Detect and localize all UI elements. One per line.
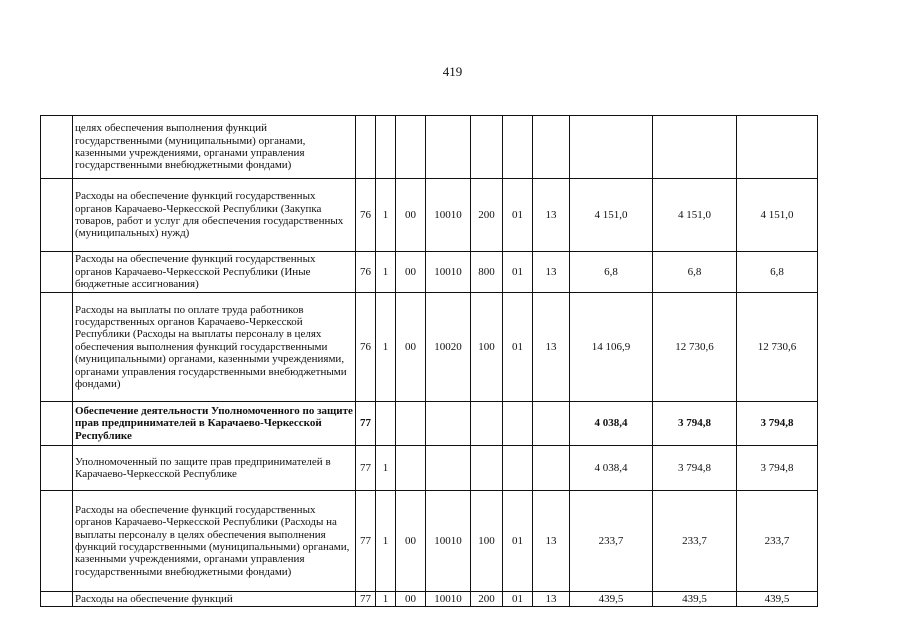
code-expense-type: [471, 446, 503, 491]
value-1: 14 106,9: [570, 293, 653, 402]
value-3: 4 151,0: [737, 179, 818, 252]
code-gp: 76: [356, 179, 376, 252]
code-subsection: 13: [533, 592, 570, 607]
code-direction: [426, 446, 471, 491]
page-number: 419: [442, 64, 463, 79]
code-direction: [426, 116, 471, 179]
code-section: [503, 446, 533, 491]
code-section: [503, 402, 533, 446]
table-body: [41, 116, 818, 607]
blank-cell: [41, 252, 73, 293]
blank-cell: [41, 179, 73, 252]
row-name: Расходы на обеспечение функций государственных органов Карачаево-Черкесской Республики (Иные бюджетные ассигнования): [73, 252, 356, 293]
value-2: 3 794,8: [653, 446, 737, 491]
code-direction: 10010: [426, 179, 471, 252]
value-2: 233,7: [653, 491, 737, 592]
code-pgp: 1: [376, 179, 396, 252]
value-1: 439,5: [570, 592, 653, 607]
code-subsection: [533, 116, 570, 179]
value-1: 4 038,4: [570, 402, 653, 446]
code-pgp: 1: [376, 252, 396, 293]
code-gp: 77: [356, 491, 376, 592]
code-pgp: [376, 116, 396, 179]
code-section: 01: [503, 179, 533, 252]
row-name: целях обеспечения выполнения функций государственными (муниципальными) органами, казенными учреждениями, органами управления государственными внебюджетными фондами): [73, 116, 356, 179]
code-main: 00: [396, 491, 426, 592]
code-expense-type: 200: [471, 179, 503, 252]
table-row: [41, 116, 818, 179]
row-name: Обеспечение деятельности Уполномоченного по защите прав предпринимателей в Карачаево-Черкесской Республике: [73, 402, 356, 446]
row-name: Расходы на обеспечение функций государственных органов Карачаево-Черкесской Республики (Закупка товаров, работ и услуг для обеспечения государственных (муниципальных) нужд): [73, 179, 356, 252]
code-subsection: [533, 402, 570, 446]
code-main: 00: [396, 252, 426, 293]
budget-table: [40, 115, 818, 607]
table-row: [41, 252, 818, 293]
code-section: [503, 116, 533, 179]
code-direction: 10020: [426, 293, 471, 402]
value-3: 6,8: [737, 252, 818, 293]
code-direction: [426, 402, 471, 446]
table-row: [41, 293, 818, 402]
value-3: 12 730,6: [737, 293, 818, 402]
blank-cell: [41, 116, 73, 179]
value-1: [570, 116, 653, 179]
value-3: 233,7: [737, 491, 818, 592]
value-2: 4 151,0: [653, 179, 737, 252]
code-subsection: 13: [533, 179, 570, 252]
code-subsection: 13: [533, 491, 570, 592]
code-section: 01: [503, 252, 533, 293]
value-1: 4 038,4: [570, 446, 653, 491]
code-subsection: 13: [533, 252, 570, 293]
code-section: 01: [503, 491, 533, 592]
code-direction: 10010: [426, 491, 471, 592]
code-main: 00: [396, 293, 426, 402]
blank-cell: [41, 446, 73, 491]
code-expense-type: 200: [471, 592, 503, 607]
table-row: [41, 491, 818, 592]
value-1: 233,7: [570, 491, 653, 592]
code-gp: 77: [356, 402, 376, 446]
code-expense-type: 800: [471, 252, 503, 293]
value-2: [653, 116, 737, 179]
code-direction: 10010: [426, 592, 471, 607]
value-3: 3 794,8: [737, 446, 818, 491]
code-main: 00: [396, 179, 426, 252]
code-expense-type: [471, 116, 503, 179]
value-2: 6,8: [653, 252, 737, 293]
code-subsection: 13: [533, 293, 570, 402]
table-row: [41, 446, 818, 491]
value-3: 439,5: [737, 592, 818, 607]
table-row: [41, 592, 818, 607]
code-pgp: 1: [376, 293, 396, 402]
table-row: [41, 179, 818, 252]
value-3: [737, 116, 818, 179]
code-pgp: 1: [376, 592, 396, 607]
table-row: [41, 402, 818, 446]
row-name: Расходы на обеспечение функций государственных органов Карачаево-Черкесской Республики (Расходы на выплаты персоналу в целях обеспечения выполнения функций государственными (муниципальными) органами, казенными учреждениями, органами управления государственными внебюджетными фондами): [73, 491, 356, 592]
code-gp: 76: [356, 252, 376, 293]
code-main: [396, 116, 426, 179]
code-pgp: 1: [376, 446, 396, 491]
code-main: [396, 402, 426, 446]
code-expense-type: 100: [471, 491, 503, 592]
code-gp: [356, 116, 376, 179]
code-section: 01: [503, 592, 533, 607]
blank-cell: [41, 293, 73, 402]
code-main: [396, 446, 426, 491]
value-2: 12 730,6: [653, 293, 737, 402]
blank-cell: [41, 402, 73, 446]
row-name: Расходы на обеспечение функций: [73, 592, 356, 607]
value-2: 439,5: [653, 592, 737, 607]
value-3: 3 794,8: [737, 402, 818, 446]
code-pgp: 1: [376, 491, 396, 592]
code-gp: 76: [356, 293, 376, 402]
value-2: 3 794,8: [653, 402, 737, 446]
code-expense-type: 100: [471, 293, 503, 402]
code-section: 01: [503, 293, 533, 402]
value-1: 6,8: [570, 252, 653, 293]
code-gp: 77: [356, 592, 376, 607]
row-name: Уполномоченный по защите прав предпринимателей в Карачаево-Черкесской Республике: [73, 446, 356, 491]
row-name: Расходы на выплаты по оплате труда работников государственных органов Карачаево-Черкесской Республики (Расходы на выплаты персоналу в целях обеспечения выполнения функций государственными (муниципальными) органами, казенными учреждениями, органами управления государственными внебюджетными фондами): [73, 293, 356, 402]
code-pgp: [376, 402, 396, 446]
value-1: 4 151,0: [570, 179, 653, 252]
code-direction: 10010: [426, 252, 471, 293]
blank-cell: [41, 592, 73, 607]
code-main: 00: [396, 592, 426, 607]
code-gp: 77: [356, 446, 376, 491]
blank-cell: [41, 491, 73, 592]
code-subsection: [533, 446, 570, 491]
code-expense-type: [471, 402, 503, 446]
